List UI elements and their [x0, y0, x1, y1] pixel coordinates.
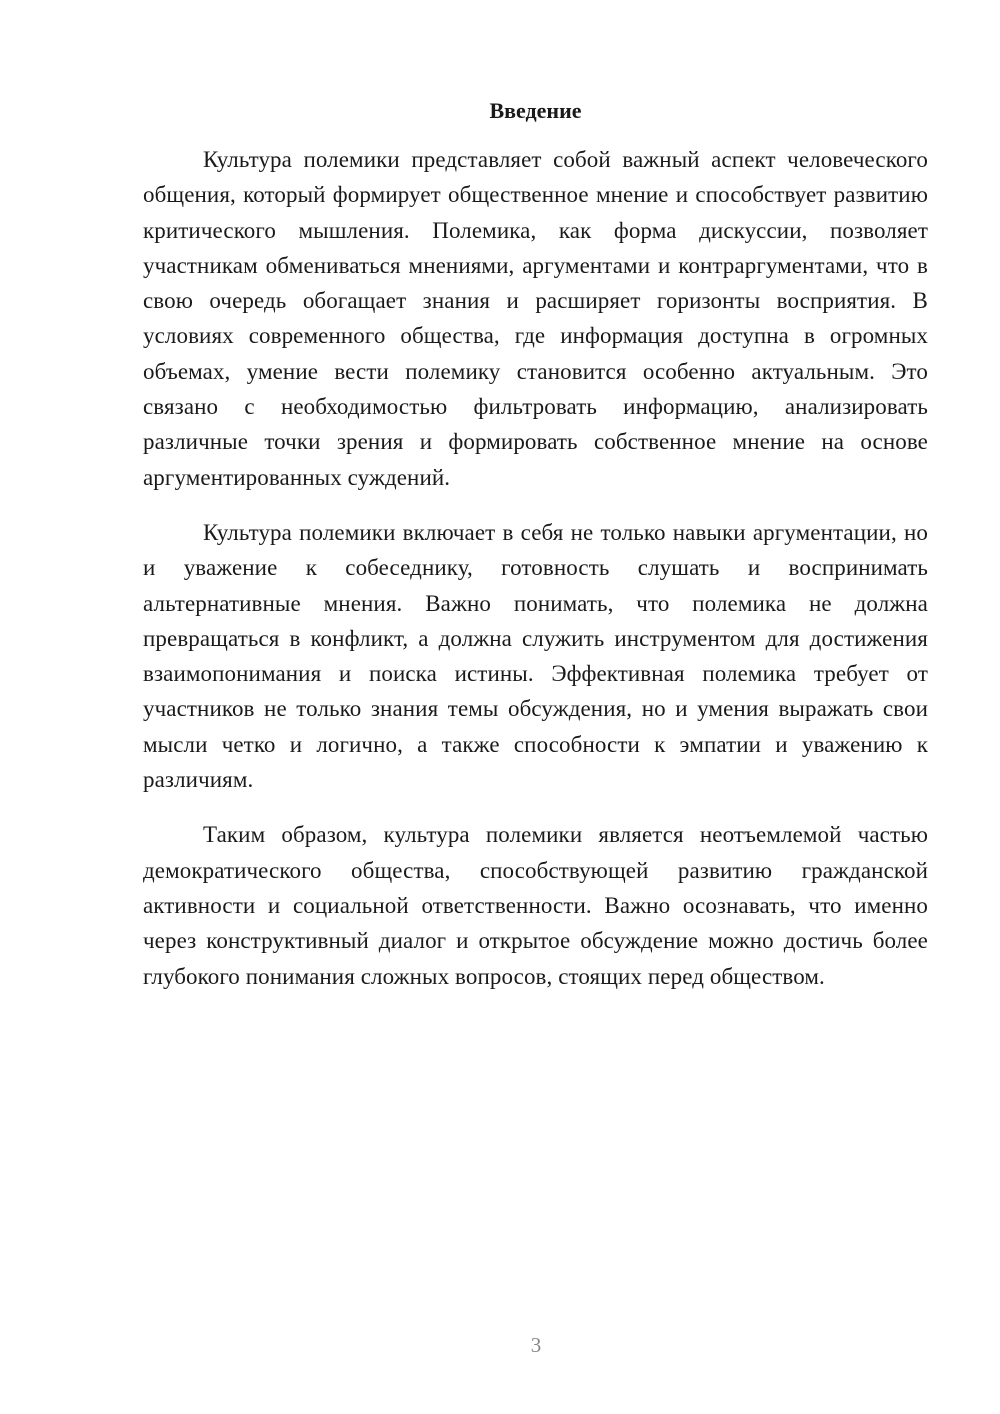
paragraph-2: Культура полемики включает в себя не только навыки аргументации, но и уважение к собеседнику, готовность слушать и воспринимать альтернативные мнения. Важно понимать, что полемика не должна превращаться в конфликт, а должна служить инструментом для достижения взаимопонимания и поиска истины. Эффективная полемика требует от участников не только знания темы обсуждения, но и умения выражать свои мысли четко и логично, а также способности к эмпатии и уважению к различиям.: [143, 519, 928, 793]
paragraph-1: Культура полемики представляет собой важный аспект человеческого общения, который формирует общественное мнение и способствует развитию критического мышления. Полемика, как форма дискуссии, позволяет участникам обмениваться мнениями, аргументами и контраргументами, что в свою очередь обогащает знания и расширяет горизонты восприятия. В условиях современного общества, где информация доступна в огромных объемах, умение вести полемику становится особенно актуальным. Это связано с необходимостью фильтровать информацию, анализировать различные точки зрения и формировать собственное мнение на основе аргументированных суждений.: [143, 147, 928, 490]
paragraph-3: Таким образом, культура полемики является неотъемлемой частью демократического общества, способствующей развитию гражданской активности и социальной ответственности. Важно осознавать, что именно через конструктивный диалог и открытое обсуждение можно достичь более глубокого понимания сложных вопросов, стоящих перед обществом.: [143, 822, 928, 989]
section-heading: Введение: [489, 98, 582, 123]
page-number: 3: [530, 1333, 542, 1357]
body-text: [143, 142, 928, 1014]
